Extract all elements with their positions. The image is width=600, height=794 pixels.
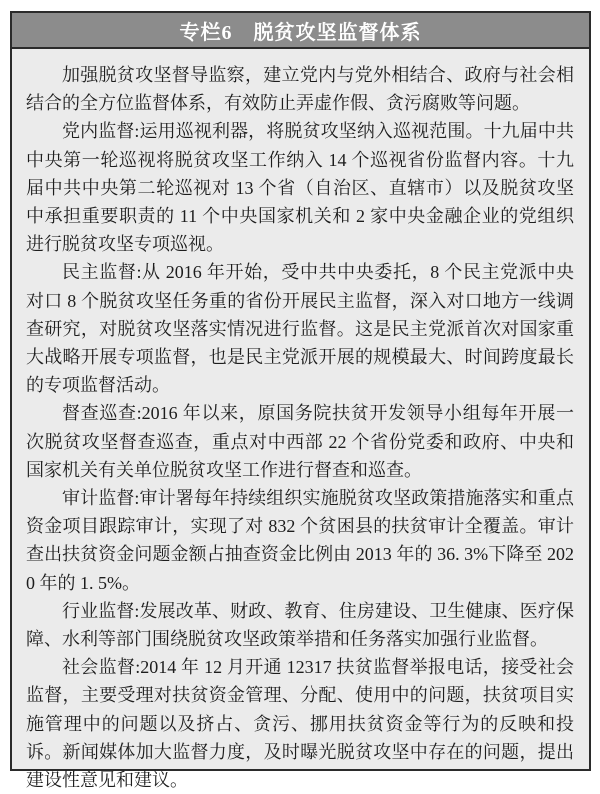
paragraph-inspection-tours: 督查巡查:2016 年以来，原国务院扶贫开发领导小组每年开展一次脱贫攻坚督查巡查，重点对中西部 22 个省份党委和政府、中央和国家机关有关单位脱贫攻坚工作进行督查和巡查。	[26, 403, 574, 480]
panel-title: 专栏6 脱贫攻坚监督体系	[179, 21, 422, 44]
paragraph-audit-supervision: 审计监督:审计署每年持续组织实施脱贫攻坚政策措施落实和重点资金项目跟踪审计，实现了对 832 个贫困县的扶贫审计全覆盖。审计查出扶贫资金问题金额占抽查资金比例由 2013 年的 36. 3%下降至 2020 年的 1. 5%。	[26, 488, 574, 593]
paragraph-democratic-supervision: 民主监督:从 2016 年开始，受中共中央委托，8 个民主党派中央对口 8 个脱贫攻坚任务重的省份开展民主监督，深入对口地方一线调查研究，对脱贫攻坚落实情况进行监督。这是民主党派首次对国家重大战略开展专项监督，也是民主党派开展的规模最大、时间跨度最长的专项监督活动。	[26, 262, 574, 396]
paragraph-sector-supervision: 行业监督:发展改革、财政、教育、住房建设、卫生健康、医疗保障、水利等部门围绕脱贫攻坚政策举措和任务落实加强行业监督。	[26, 600, 574, 650]
paragraph-public-supervision: 社会监督:2014 年 12 月开通 12317 扶贫监督举报电话，接受社会监督，主要受理对扶贫资金管理、分配、使用中的问题，扶贫项目实施管理中的问题以及挤占、贪污、挪用扶贫资金等行为的反映和投诉。新闻媒体加大监督力度，及时曝光脱贫攻坚中存在的问题，提出建设性意见和建议。	[26, 657, 574, 791]
paragraph-party-supervision: 党内监督:运用巡视利器，将脱贫攻坚纳入巡视范围。十九届中共中央第一轮巡视将脱贫攻坚工作纳入 14 个巡视省份监督内容。十九届中共中央第二轮巡视对 13 个省（自治区、直辖市）以及脱贫攻坚中承担重要职责的 11 个中央国家机关和 2 家中央金融企业的党组织进行脱贫攻坚专项巡视。	[26, 121, 574, 255]
paragraph-intro: 加强脱贫攻坚督导监察，建立党内与党外相结合、政府与社会相结合的全方位监督体系，有效防止弄虚作假、贪污腐败等问题。	[26, 65, 574, 114]
column-box	[10, 11, 591, 791]
panel-header	[12, 13, 589, 49]
panel-body	[12, 49, 589, 794]
